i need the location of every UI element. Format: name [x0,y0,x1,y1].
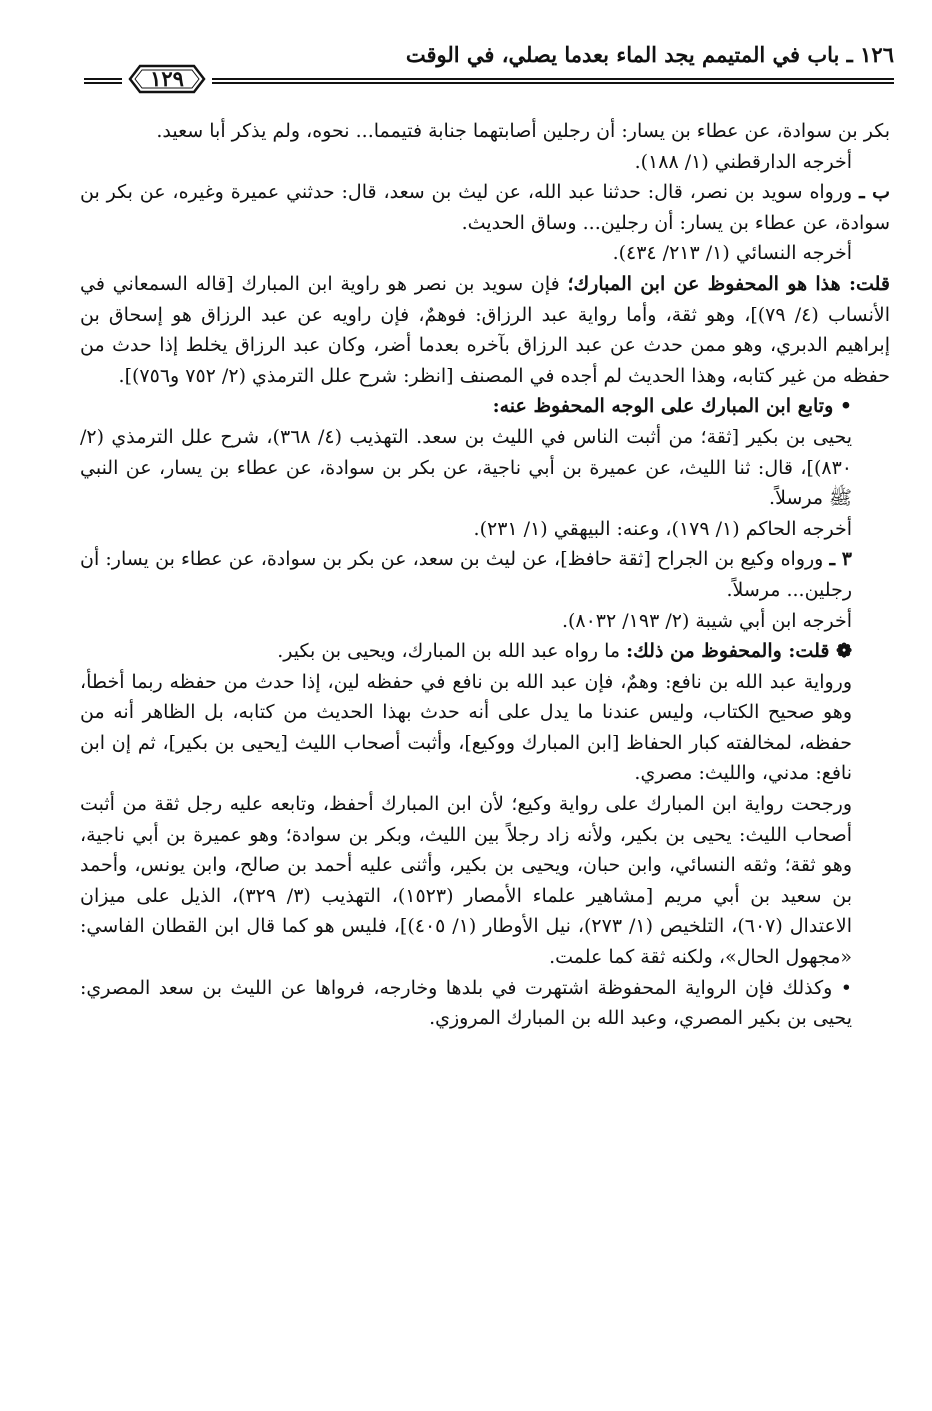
paragraph-heading: • وتابع ابن المبارك على الوجه المحفوظ عنه: [492,395,852,418]
paragraph [80,269,890,391]
paragraph-lead: قلت: هذا هو المحفوظ عن ابن المبارك؛ [567,272,891,295]
page-number-frame [126,62,208,96]
page-header [84,38,894,102]
paragraph-text: ورواه وكيع بن الجراح [ثقة حافظ]، عن ليث بن سعد، عن بكر بن سوادة، عن عطاء بن يسار: أن رجلين... مرسلاً. [80,548,852,601]
paragraph-lead: ٣ ـ [829,548,852,571]
paragraph: يحيى بن بكير [ثقة؛ من أثبت الناس في الليث بن سعد. التهذيب (٤/ ٣٦٨)، شرح علل الترمذي (٢/ ٨٣٠)]، قال: ثنا الليث، عن عميرة بن أبي ناجية، عن بكر بن سوادة، عن عطاء بن يسار، عن النبي ﷺ مرسلاً. [80,425,852,510]
paragraph: أخرجه الدارقطني (١/ ١٨٨). [634,150,852,173]
paragraph: بكر بن سوادة، عن عطاء بن يسار: أن رجلين أصابتهما جنابة فتيمما... نحوه، ولم يذكر أبا سعيد. [156,120,890,142]
header-rule-right [212,78,894,84]
paragraph: أخرجه النسائي (١/ ٢١٣/ ٤٣٤). [612,242,852,265]
paragraph-text: ورواه سويد بن نصر، قال: حدثنا عبد الله، عن ليث بن سعد، قال: حدثني عميرة وغيره، عن بكر بن سوادة، عن عطاء بن يسار: أن رجلين... وساق الحديث. [80,181,890,234]
header-rule-left [84,78,122,84]
paragraph: ورجحت رواية ابن المبارك على رواية وكيع؛ لأن ابن المبارك أحفظ، وتابعه عليه رجل ثقة من أثبت أصحاب الليث: يحيى بن بكير، ولأنه زاد رجلاً بين الليث، وبكر بن سوادة؛ وهو عميرة بن أبي ناجية، وهو ثقة؛ وثقه النسائي، وابن حبان، ويحيى بن بكير، وأثنى عليه أحمد بن صالح، وابن يونس، وأحمد بن سعيد بن أبي مريم [مشاهير علماء الأمصار (١٥٢٣)، التهذيب (٣/ ٣٢٩)، الذيل على ميزان الاعتدال (٦٠٧)، التلخيص (١/ ٢٧٣)، نيل الأوطار (١/ ٤٠٥)]، فليس هو كما قال ابن القطان الفاسي: «مجهول الحال»، ولكنه ثقة كما علمت. [80,793,852,969]
paragraph: • وكذلك فإن الرواية المحفوظة اشتهرت في بلدها وخارجه، فرواها عن الليث بن سعد المصري: يحيى بن بكير المصري، وعبد الله بن المبارك المروزي. [80,976,852,1030]
paragraph-lead: ❁ قلت: والمحفوظ من ذلك: [626,640,852,663]
paragraph [80,391,890,422]
paragraph: أخرجه ابن أبي شيبة (٢/ ١٩٣/ ٨٠٣٢). [561,609,852,632]
paragraph-lead: ب ـ [859,181,890,204]
paragraph: ورواية عبد الله بن نافع: وهمٌ، فإن عبد الله بن نافع في حفظه لين، إذا حدث من حفظه ربما أخطأ، وهو صحيح الكتاب، وليس عندنا ما يدل على أنه حدث بهذا الحديث من كتابه، بل الظاهر أنه من حفظه، لمخالفته كبار الحفاظ [ابن المبارك ووكيع]، وأثبت أصحاب الليث [يحيى بن بكير]، ثم إن ابن نافع: مدني، والليث: مصري. [80,670,852,785]
paragraph [80,177,890,238]
paragraph [80,544,890,605]
paragraph [80,636,890,667]
paragraph-text: ما رواه عبد الله بن المبارك، ويحيى بن بكير. [277,640,621,663]
paragraph-text: فإن سويد بن نصر هو راوية ابن المبارك [قاله السمعاني في الأنساب (٤/ ٧٩)]، وهو ثقة، وأما رواية عبد الرزاق: فوهمٌ، فإن راويه عن عبد الرزاق هو إسحاق بن إبراهيم الدبري، وهو ممن حدث عن عبد الرزاق بآخره بعدما أضر، وكان عبد الرزاق يخلط إذا حدث من حفظه من غير كتابه، وهذا الحديث لم أجده في المصنف [انظر: شرح علل الترمذي (٢/ ٧٥٢ و٧٥٦)]. [80,272,890,387]
page-body [80,116,890,1034]
paragraph: أخرجه الحاكم (١/ ١٧٩)، وعنه: البيهقي (١/ ٢٣١). [473,517,852,540]
chapter-title: ١٢٦ ـ باب في المتيمم يجد الماء بعدما يصلي، في الوقت [405,42,894,67]
page-number: ١٢٩ [150,66,184,91]
